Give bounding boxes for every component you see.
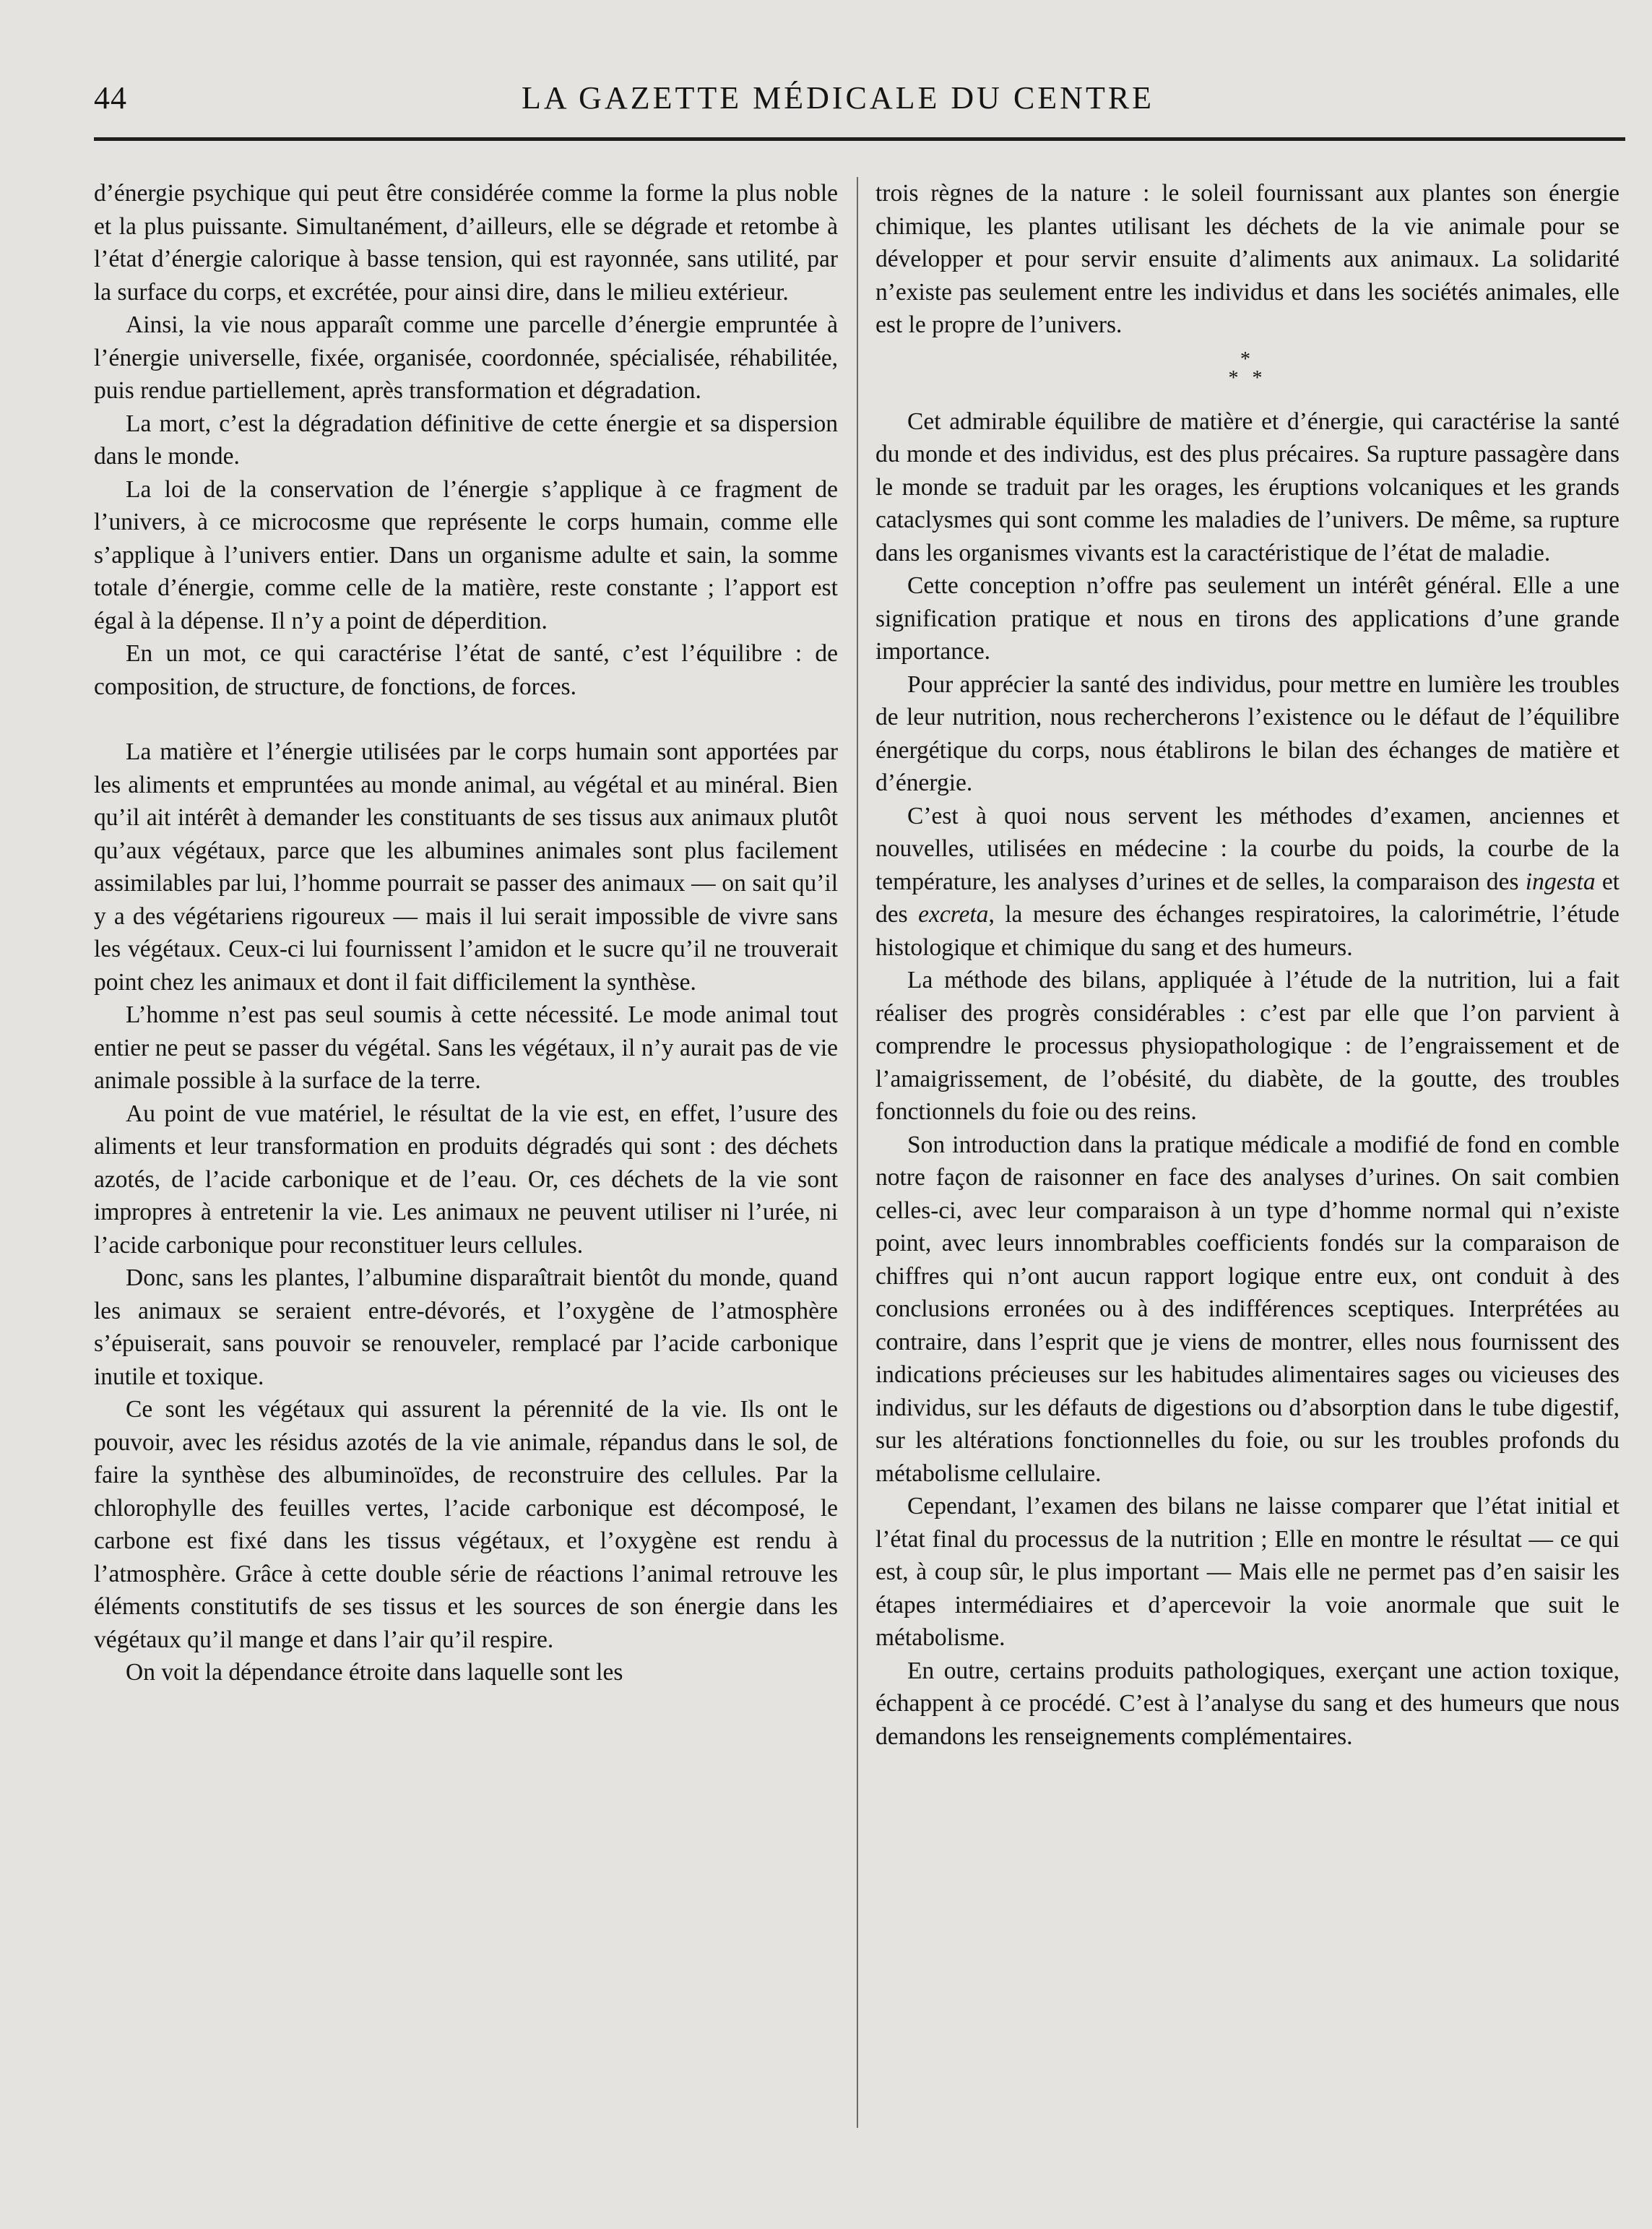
- text-run: C’est à quoi nous servent les méthodes d’examen, anciennes et nouvelles, utilisées en médecine : la courbe du poids, la courbe de la température, les analyses d’urines et de selles, la comparaison des: [875, 802, 1619, 895]
- paragraph: d’énergie psychique qui peut être considérée comme la forme la plus noble et la plus puissante. Simultanément, d’ailleurs, elle se dégrade et retombe à l’état d’énergie calorique à basse tension, qui est rayonnée, sans utilité, par la surface du corps, et excrétée, pour ainsi dire, dans le milieu extérieur.: [94, 180, 838, 306]
- text-run: , la mesure des échanges respiratoires, la calorimétrie, l’étude histologique et chimique du sang et des humeurs.: [875, 901, 1620, 961]
- paragraph: Son introduction dans la pratique médicale a modifié de fond en comble notre façon de raisonner en face des analyses d’urines. On sait combien celles-ci, avec leur comparaison à un type d’homme normal qui n’existe point, avec leurs innombrables coefficients fondés sur la comparaison de chiffres qui n’ont aucun rapport logique entre eux, ont conduit à des conclusions erronées ou à des indifférences sceptiques. Interprétées au contraire, dans l’esprit que je viens de montrer, elles nous fournissent des indications précieuses sur les habitudes alimentaires sages ou vicieuses des individus, sur les défauts de digestions ou d’absorption dans le tube digestif, sur les altérations fonctionnelles du foie, ou sur les troubles profonds du métabolisme cellulaire.: [875, 1131, 1619, 1487]
- paragraph: Cette conception n’offre pas seulement un intérêt général. Elle a une signification pratique et nous en tirons des applications d’une grande importance.: [875, 572, 1619, 665]
- italic-term: ingesta: [1525, 868, 1596, 895]
- paragraph: Cet admirable équilibre de matière et d’énergie, qui caractérise la santé du monde et des individus, est des plus précaires. Sa rupture passagère dans le monde se traduit par les orages, les éruptions volcaniques et les grands cataclysmes qui sont comme les maladies de l’univers. De même, sa rupture dans les organismes vivants est la caractéristique de l’état de maladie.: [875, 408, 1619, 566]
- paragraph: En outre, certains produits pathologiques, exerçant une action toxique, échappent à ce procédé. C’est à l’analyse du sang et des humeurs que nous demandons les renseignements complémentaires.: [875, 1657, 1619, 1750]
- paragraph: La loi de la conservation de l’énergie s’applique à ce fragment de l’univers, à ce microcosme que représente le corps humain, comme elle s’applique à l’univers entier. Dans un organisme adulte et sain, la somme totale d’énergie, comme celle de la matière, reste constante ; l’apport est égal à la dépense. Il n’y a point de déperdition.: [94, 475, 838, 634]
- page-header: [94, 79, 1625, 145]
- paragraph: Au point de vue matériel, le résultat de la vie est, en effet, l’usure des aliments et leur transformation en produits dégradés qui sont : des déchets azotés, de l’acide carbonique et de l’eau. Or, ces déchets de la vie sont impropres à entretenir la vie. Les animaux ne peuvent utiliser ni l’urée, ni l’acide carbonique pour reconstituer leurs cellules.: [94, 1100, 838, 1259]
- header-rule: [94, 137, 1625, 141]
- asterism: [875, 350, 1619, 388]
- right-column: [875, 177, 1619, 1753]
- text-run: et des: [875, 868, 1619, 928]
- asterism-bottom: * *: [1228, 366, 1267, 389]
- paragraph: [875, 800, 1619, 965]
- paragraph: La mort, c’est la dégradation définitive de cette énergie et sa dispersion dans le monde.: [94, 410, 838, 470]
- paragraph: Ce sont les végétaux qui assurent la pérennité de la vie. Ils ont le pouvoir, avec les résidus azotés de la vie animale, répandus dans le sol, de faire la synthèse des albuminoïdes, de reconstruire des cellules. Par la chlorophylle des feuilles vertes, l’acide carbonique est décomposé, le carbone est fixé dans les tissus végétaux, et l’oxygène est rendu à l’atmosphère. Grâce à cette double série de réactions l’animal retrouve les éléments constitutifs de ses tissus et les sources de son énergie dans les végétaux qu’il mange et dans l’air qu’il respire.: [94, 1396, 838, 1653]
- column-divider: [857, 177, 858, 2128]
- paragraph: La méthode des bilans, appliquée à l’étude de la nutrition, lui a fait réaliser des progrès considérables : c’est par elle que l’on parvient à comprendre le processus physiopathologique : de l’engraissement et de l’amaigrissement, de l’obésité, du diabète, de la goutte, des troubles fonctionnels du foie ou des reins.: [875, 967, 1619, 1125]
- paragraph: Pour apprécier la santé des individus, pour mettre en lumière les troubles de leur nutrition, nous rechercherons l’existence ou le défaut de l’équilibre énergétique du corps, nous établirons le bilan des échanges de matière et d’énergie.: [875, 671, 1619, 796]
- paragraph: Cependant, l’examen des bilans ne laisse comparer que l’état initial et l’état final du processus de la nutrition ; Elle en montre le résultat — ce qui est, à coup sûr, le plus important — Mais elle ne permet pas d’en saisir les étapes intermédiaires et d’apercevoir la voie anormale que suit le métabolisme.: [875, 1493, 1619, 1651]
- paragraph: On voit la dépendance étroite dans laquelle sont les: [126, 1659, 623, 1686]
- journal-title: LA GAZETTE MÉDICALE DU CENTRE: [521, 80, 1155, 116]
- page-number: 44: [94, 80, 127, 116]
- paragraph: L’homme n’est pas seul soumis à cette nécessité. Le mode animal tout entier ne peut se passer du végétal. Sans les végétaux, il n’y aurait pas de vie animale possible à la surface de la terre.: [94, 1001, 838, 1094]
- paragraph: La matière et l’énergie utilisées par le corps humain sont apportées par les aliments et empruntées au monde animal, au végétal et au minéral. Bien qu’il ait intérêt à demander les constituants de ses tissus aux animaux plutôt qu’aux végétaux, parce que les albumines animales sont plus facilement assimilables par lui, l’homme pourrait se passer des animaux — on sait qu’il y a des végétariens rigoureux — mais il lui serait impossible de vivre sans les végétaux. Ceux-ci lui fournissent l’amidon et le sucre qu’il ne trouverait point chez les animaux et dont il fait difficilement la synthèse.: [94, 738, 838, 996]
- paragraph: Donc, sans les plantes, l’albumine disparaîtrait bientôt du monde, quand les animaux se seraient entre-dévorés, et l’oxygène de l’atmosphère s’épuiserait, sans pouvoir se renouveler, remplacé par l’acide carbonique inutile et toxique.: [94, 1264, 838, 1390]
- left-column: [94, 177, 838, 1689]
- section-break: [94, 703, 838, 736]
- paragraph: En un mot, ce qui caractérise l’état de santé, c’est l’équilibre : de composition, de structure, de fonctions, de forces.: [94, 640, 838, 700]
- paragraph: Ainsi, la vie nous apparaît comme une parcelle d’énergie empruntée à l’énergie universelle, fixée, organisée, coordonnée, spécialisée, réhabilitée, puis rendue partiellement, après transformation et dégradation.: [94, 311, 838, 404]
- paragraph: trois règnes de la nature : le soleil fournissant aux plantes son énergie chimique, les plantes utilisant les déchets de la vie animale pour se développer et pour servir ensuite d’aliments aux animaux. La solidarité n’existe pas seulement entre les individus et dans les sociétés animales, elle est le propre de l’univers.: [875, 180, 1619, 338]
- italic-term: excreta: [918, 901, 989, 928]
- asterism-top: *: [1240, 348, 1255, 371]
